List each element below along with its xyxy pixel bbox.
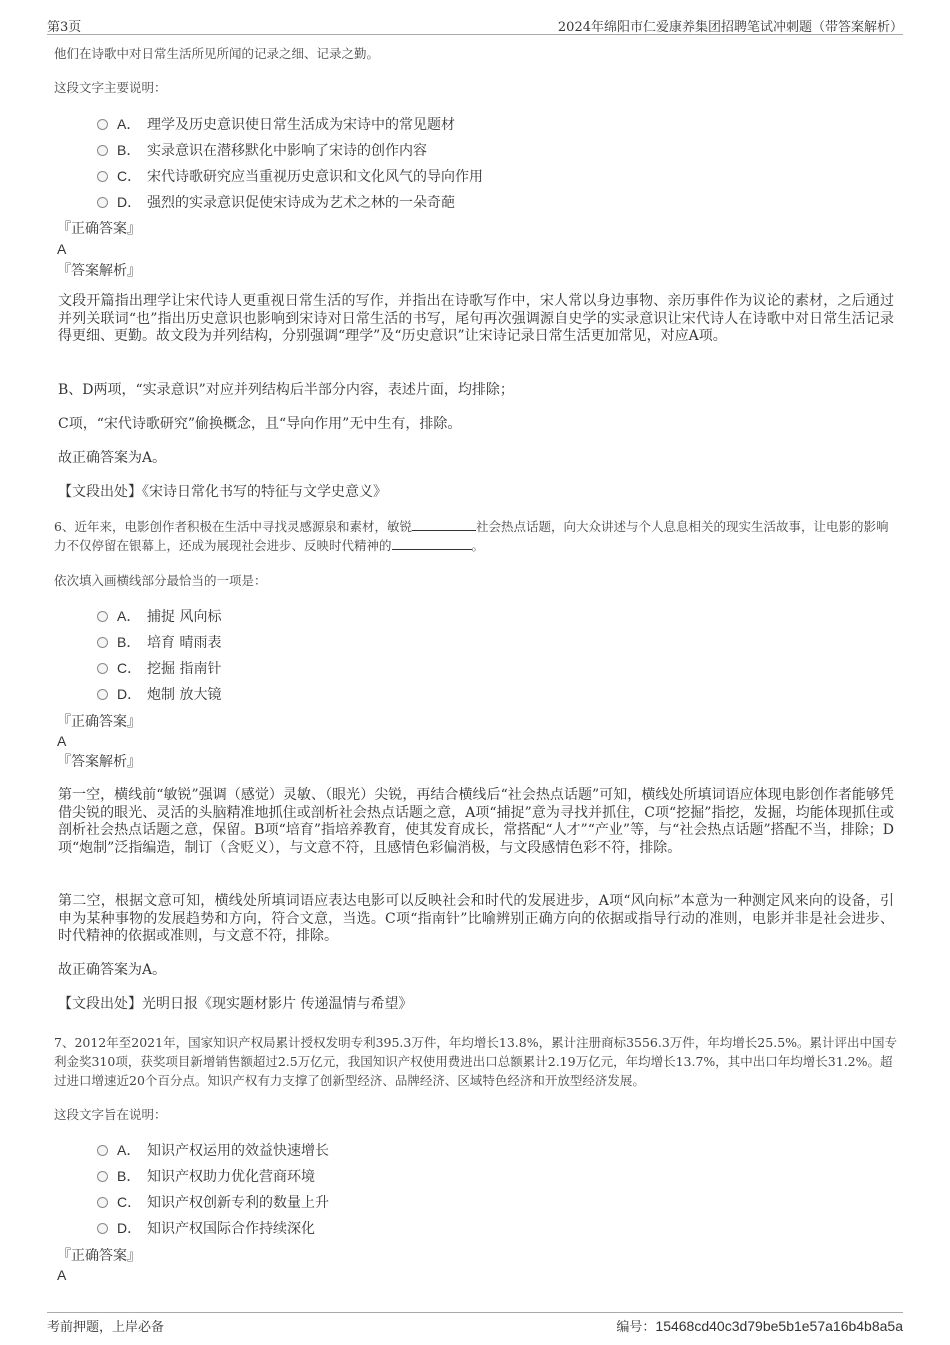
- q6-option-b[interactable]: B． 培育 晴雨表: [97, 632, 221, 653]
- q6-option-a[interactable]: A． 捕捉 风向标: [97, 606, 221, 627]
- q7-option-d[interactable]: D． 知识产权国际合作持续深化: [97, 1218, 315, 1239]
- q7-option-b[interactable]: B． 知识产权助力优化营商环境: [97, 1166, 315, 1187]
- q6-answer: A: [57, 733, 67, 749]
- radio-icon[interactable]: [97, 1171, 108, 1182]
- q7-option-c[interactable]: C． 知识产权创新专利的数量上升: [97, 1192, 329, 1213]
- radio-icon[interactable]: [97, 1145, 108, 1156]
- blank-2: [392, 537, 472, 550]
- q5-analysis-p4: 故正确答案为A。: [58, 450, 167, 466]
- radio-icon[interactable]: [97, 1197, 108, 1208]
- document-code: 编号：15468cd40c3d79be5b1e57a16b4b8a5a: [616, 1318, 903, 1335]
- q5-option-a[interactable]: A． 理学及历史意识使日常生活成为宋诗中的常见题材: [97, 114, 455, 135]
- q5-source: 【文段出处】《宋诗日常化书写的特征与文学史意义》: [58, 484, 387, 500]
- q5-option-c[interactable]: C． 宋代诗歌研究应当重视历史意识和文化风气的导向作用: [97, 166, 483, 187]
- q6-source: 【文段出处】光明日报《现实题材影片 传递温情与希望》: [58, 996, 413, 1012]
- radio-icon[interactable]: [97, 611, 108, 622]
- page-number: 第3页: [47, 20, 82, 35]
- page-footer: [47, 1312, 903, 1335]
- radio-icon[interactable]: [97, 197, 108, 208]
- radio-icon[interactable]: [97, 145, 108, 156]
- q5-answer: A: [57, 241, 67, 257]
- q6-stem: 6、近年来，电影创作者积极在生活中寻找灵感源泉和素材，敏锐 社会热点话题，向大众讲述与个人息息相关的现实生活故事，让电影的影响力不仅停留在银幕上，还成为展现社会进步、反映时代精神的 。: [54, 519, 889, 553]
- q5-analysis-label: 『答案解析』: [57, 263, 141, 279]
- q5-analysis-p2: B、D两项，“实录意识”对应并列结构后半部分内容，表述片面，均排除；: [58, 382, 514, 398]
- blank-1: [412, 518, 476, 531]
- q6-answer-label: 『正确答案』: [57, 714, 141, 730]
- q6-prompt: 依次填入画横线部分最恰当的一项是：: [54, 573, 267, 588]
- q5-option-b[interactable]: B． 实录意识在潜移默化中影响了宋诗的创作内容: [97, 140, 427, 161]
- q6-option-c[interactable]: C． 挖掘 指南针: [97, 658, 221, 679]
- radio-icon[interactable]: [97, 689, 108, 700]
- radio-icon[interactable]: [97, 119, 108, 130]
- footer-slogan: 考前押题，上岸必备: [47, 1320, 165, 1335]
- q5-prompt: 这段文字主要说明：: [54, 80, 167, 95]
- q6-analysis-label: 『答案解析』: [57, 754, 141, 770]
- q7-answer-label: 『正确答案』: [57, 1248, 141, 1264]
- q6-analysis-p3: 故正确答案为A。: [58, 962, 167, 978]
- q6-analysis-p1: 第一空，横线前“敏锐”强调（感觉）灵敏、（眼光）尖锐，再结合横线后“社会热点话题”可知，横线处所填词语应体现电影创作者能够凭借尖锐的眼光、灵活的头脑精准地抓住或剖析社会热点话题之意，A项“捕捉”意为寻找并抓住，C项“挖掘”指挖，发掘，均能体现抓住或剖析社会热点话题之意，保留。B项“培育”指培养教育，使其发育成长，常搭配“人才”“产业”等，与“社会热点话题”搭配不当，排除；D项“炮制”泛指编造，制订（含贬义），与文意不符，且感情色彩偏消极，与文段感情色彩不符，排除。: [58, 787, 894, 856]
- q7-stem: 7、2012年至2021年，国家知识产权局累计授权发明专利395.3万件，年均增长13.8%，累计注册商标3556.3万件，年均增长25.5%。累计评出中国专利金奖310项，获奖项目新增销售额超过2.5万亿元，我国知识产权使用费进出口总额累计2.19万亿元，年均增长13.7%，其中出口年均增长31.2%。超过进口增速近20个百分点。知识产权有力支撑了创新型经济、品牌经济、区域特色经济和开放型经济发展。: [54, 1035, 898, 1088]
- q5-analysis-p3: C项，“宋代诗歌研究”偷换概念，且“导向作用”无中生有，排除。: [58, 416, 462, 432]
- q5-option-d[interactable]: D． 强烈的实录意识促使宋诗成为艺术之林的一朵奇葩: [97, 192, 455, 213]
- q7-option-a[interactable]: A． 知识产权运用的效益快速增长: [97, 1140, 329, 1161]
- q7-answer: A: [57, 1267, 67, 1283]
- page-header: [47, 14, 903, 35]
- q6-analysis-p2: 第二空，根据文意可知，横线处所填词语应表达电影可以反映社会和时代的发展进步，A项“风向标”本意为一种测定风来向的设备，引申为某种事物的发展趋势和方向，符合文意，当选。C项“指南针”比喻辨别正确方向的依据或指导行动的准则，电影并非是社会进步、时代精神的依据或准则，与文意不符，排除。: [58, 893, 894, 944]
- radio-icon[interactable]: [97, 637, 108, 648]
- q5-answer-label: 『正确答案』: [57, 221, 141, 237]
- q6-option-d[interactable]: D． 炮制 放大镜: [97, 684, 221, 705]
- q5-passage-tail: 他们在诗歌中对日常生活所见所闻的记录之细、记录之勤。: [54, 46, 380, 61]
- q7-prompt: 这段文字旨在说明：: [54, 1107, 167, 1122]
- radio-icon[interactable]: [97, 171, 108, 182]
- radio-icon[interactable]: [97, 663, 108, 674]
- q5-analysis-p1: 文段开篇指出理学让宋代诗人更重视日常生活的写作，并指出在诗歌写作中，宋人常以身边事物、亲历事件作为议论的素材，之后通过并列关联词“也”指出历史意识也影响到宋诗对日常生活的书写，尾句再次强调源自史学的实录意识让宋代诗人在诗歌中对日常生活记录得更细、更勤。故文段为并列结构，分别强调“理学”及“历史意识”让宋诗记录日常生活更加常见，对应A项。: [58, 293, 894, 344]
- document-title: 2024年绵阳市仁爱康养集团招聘笔试冲刺题（带答案解析）: [557, 20, 903, 35]
- radio-icon[interactable]: [97, 1223, 108, 1234]
